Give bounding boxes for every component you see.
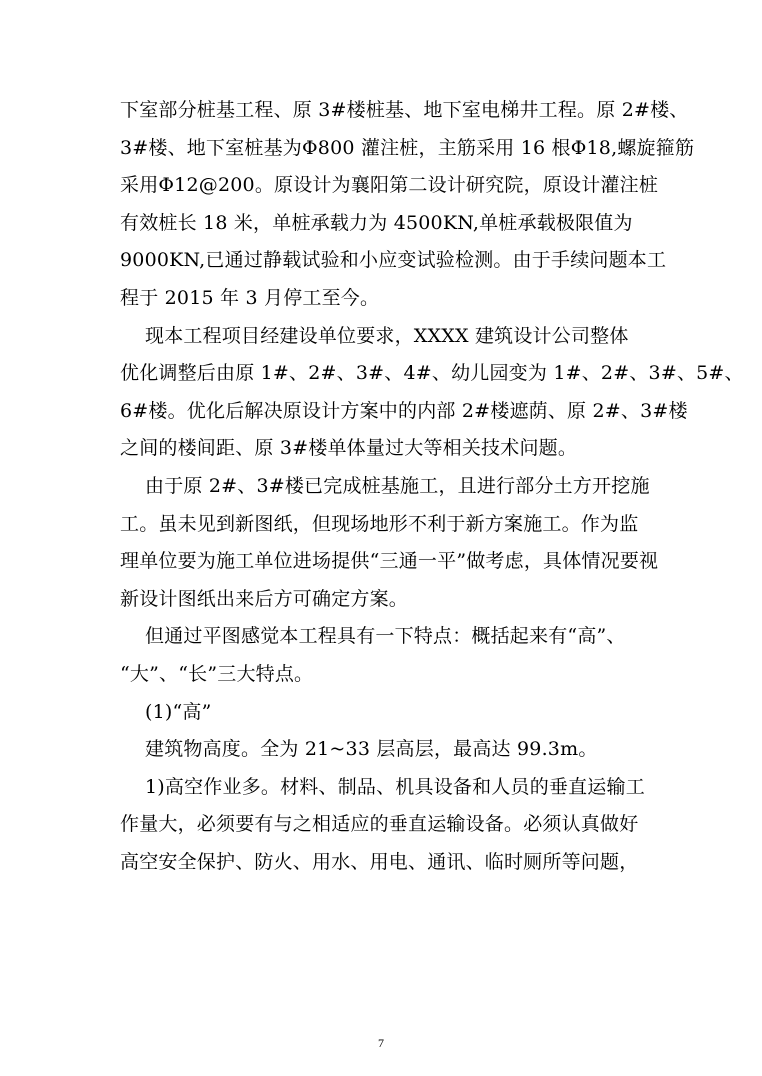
paragraph-start-line: 建筑物高度。全为 21~33 层高层，最高达 99.3m。 — [145, 738, 598, 761]
section-heading: (1)“高” — [145, 700, 212, 723]
text-line: 作量大，必须要有与之相适应的垂直运输设备。必须认真做好 — [120, 813, 639, 836]
text-line: 新设计图纸出来后方可确定方案。 — [120, 587, 409, 610]
paragraph-start-line: 但通过平图感觉本工程具有一下特点：概括起来有“高”、 — [145, 625, 626, 648]
text-line: 优化调整后由原 1#、2#、3#、4#、幼儿园变为 1#、2#、3#、5#、 — [120, 362, 744, 385]
text-line: 采用Φ12@200。原设计为襄阳第二设计研究院，原设计灌注桩 — [120, 174, 659, 197]
text-line: 理单位要为施工单位进场提供“三通一平”做考虑，具体情况要视 — [120, 550, 659, 573]
paragraph-start-line: 由于原 2#、3#楼已完成桩基施工，且进行部分土方开挖施 — [145, 474, 650, 497]
text-line: 有效桩长 18 米，单桩承载力为 4500KN,单桩承载极限值为 — [120, 211, 633, 234]
paragraph-start-line: 现本工程项目经建设单位要求，XXXX 建筑设计公司整体 — [145, 324, 629, 347]
text-line: “大”、“长”三大特点。 — [120, 662, 314, 685]
text-line: 9000KN,已通过静载试验和小应变试验检测。由于手续问题本工 — [120, 249, 667, 272]
text-line: 工。虽未见到新图纸，但现场地形不利于新方案施工。作为监 — [120, 512, 639, 535]
text-line: 6#楼。优化后解决原设计方案中的内部 2#楼遮荫、原 2#、3#楼 — [120, 399, 688, 422]
text-line: 高空安全保护、防火、用水、用电、通讯、临时厕所等问题， — [120, 850, 639, 873]
page-number: 7 — [378, 1036, 384, 1050]
document-body — [120, 92, 744, 881]
text-line: 下室部分桩基工程、原 3#楼桩基、地下室电梯井工程。原 2#楼、 — [120, 99, 689, 121]
text-line: 程于 2015 年 3 月停工至今。 — [120, 286, 380, 309]
text-line: 之间的楼间距、原 3#楼单体量过大等相关技术问题。 — [120, 437, 578, 460]
paragraph-start-line: 1)高空作业多。材料、制品、机具设备和人员的垂直运输工 — [145, 775, 645, 798]
text-line: 3#楼、地下室桩基为Φ800 灌注桩，主筋采用 16 根Φ18,螺旋箍筋 — [120, 136, 695, 159]
